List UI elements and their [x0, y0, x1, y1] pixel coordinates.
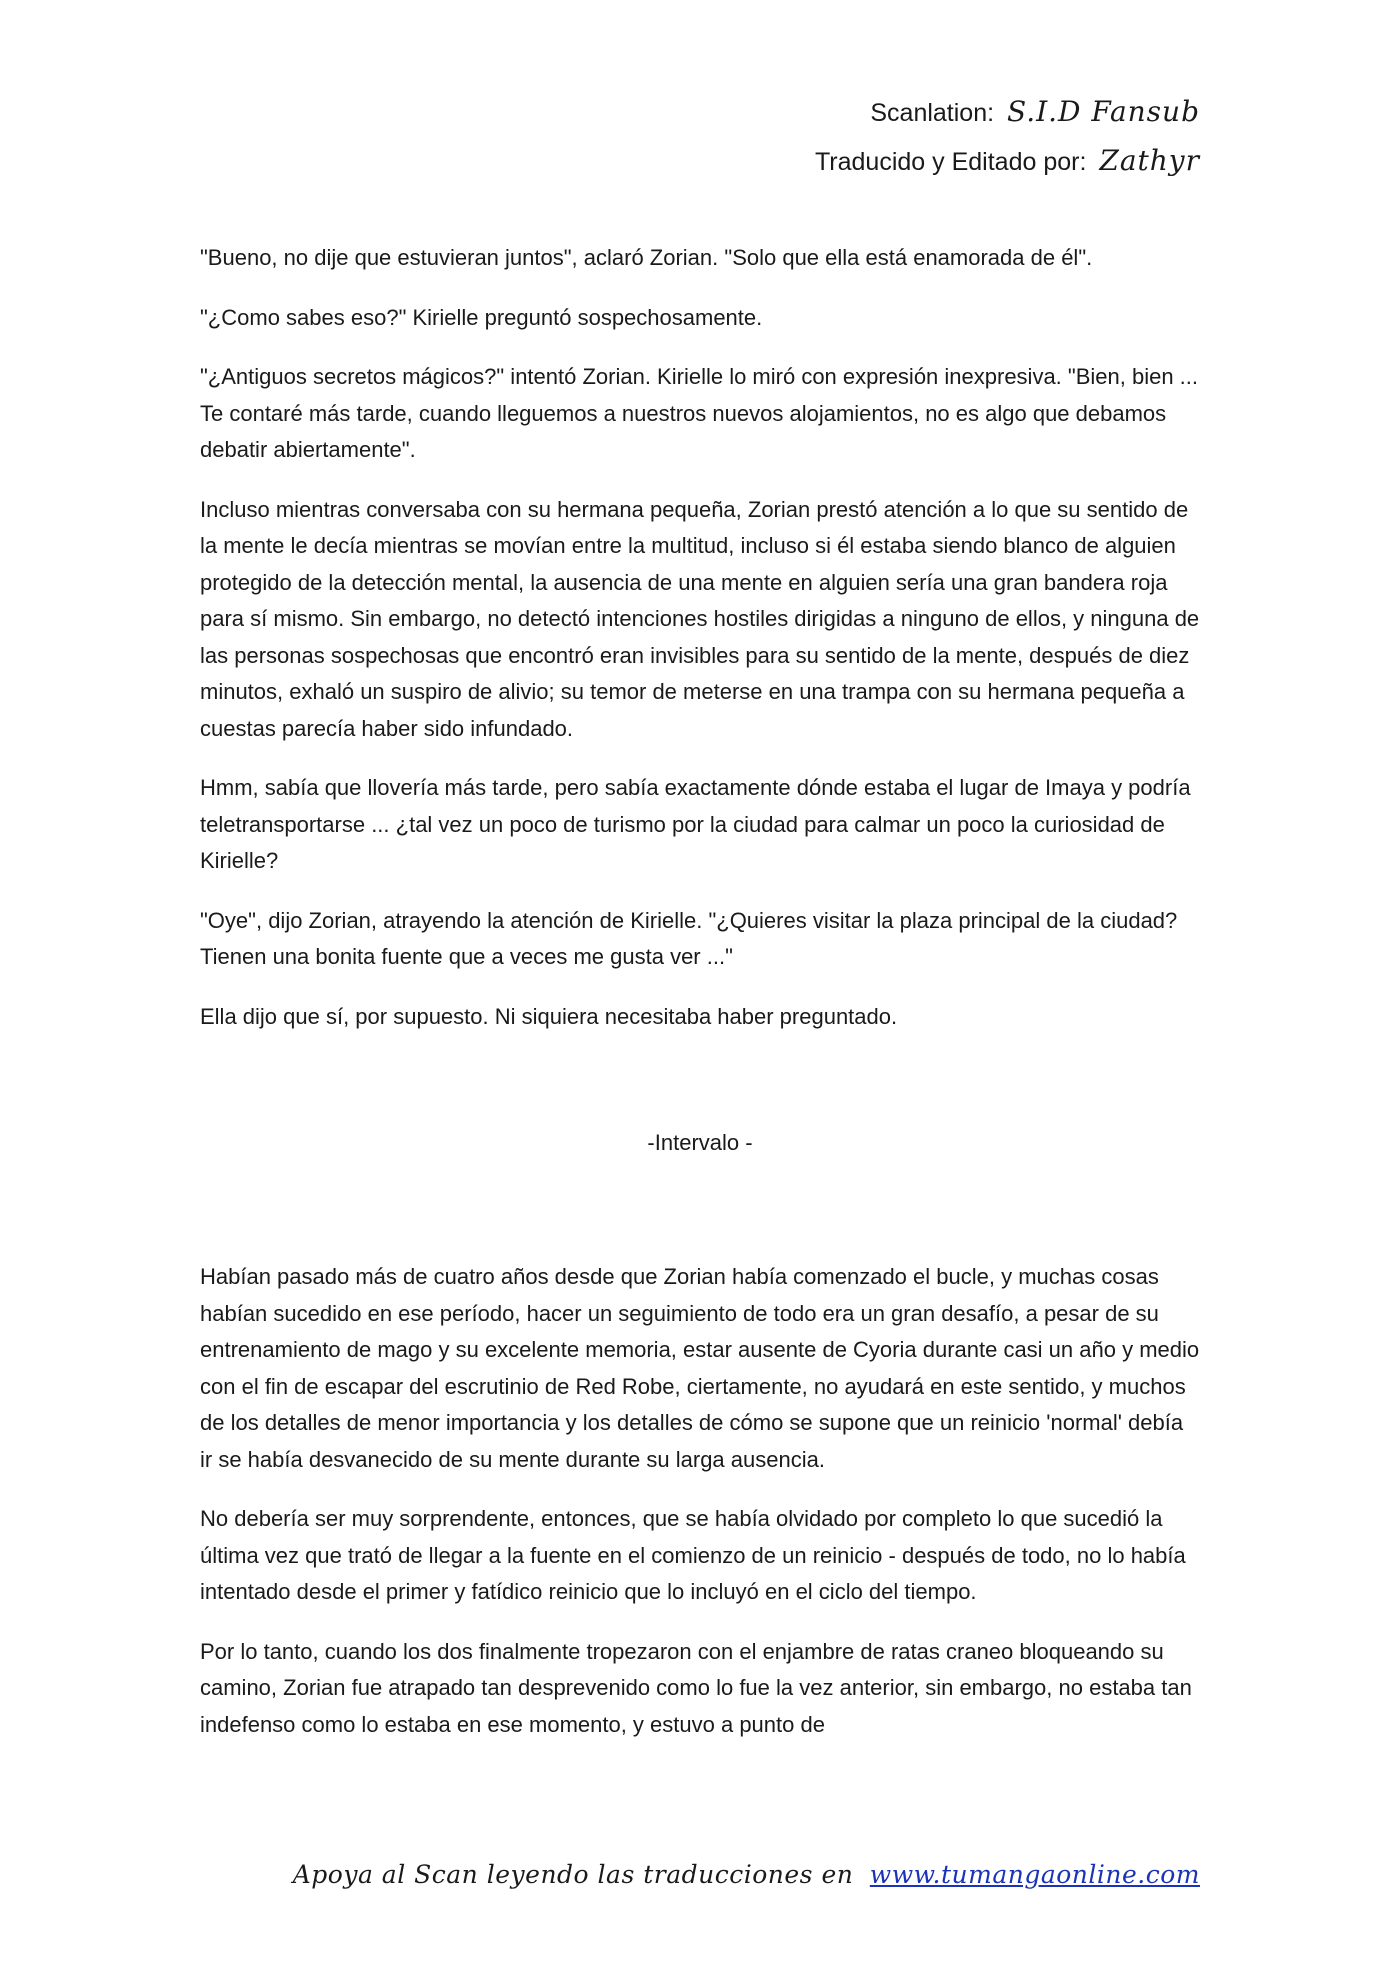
paragraph: Habían pasado más de cuatro años desde que Zorian había comenzado el bucle, y muchas cosas habían sucedido en ese período, hacer un seguimiento de todo era un gran desafío, a pesar de su entrenamiento de mago y su excelente memoria, estar ausente de Cyoria durante casi un año y medio con el fin de escapar del escrutinio de Red Robe, ciertamente, no ayudará en este sentido, y muchos de los detalles de menor importancia y los detalles de cómo se supone que un reinicio 'normal' debía ir se había desvanecido de su mente durante su larga ausencia. [200, 1264, 1200, 1472]
paragraph: Incluso mientras conversaba con su hermana pequeña, Zorian prestó atención a lo que su sentido de la mente le decía mientras se movían entre la multitud, incluso si él estaba siendo blanco de alguien protegido de la detección mental, la ausencia de una mente en alguien sería una gran bandera roja para sí mismo. Sin embargo, no detectó intenciones hostiles dirigidas a ninguno de ellos, y ninguna de las personas sospechosas que encontró eran invisibles para su sentido de la mente, después de diez minutos, exhaló un suspiro de alivio; su temor de meterse en una trampa con su hermana pequeña a cuestas parecía haber sido infundado. [200, 496, 1200, 741]
footer-link[interactable]: www.tumangaonline.com [869, 1860, 1200, 1889]
paragraph: Por lo tanto, cuando los dos finalmente tropezaron con el enjambre de ratas craneo bloqueando su camino, Zorian fue atrapado tan desprevenido como lo fue la vez anterior, sin embargo, no estaba tan indefenso como lo estaba en ese momento, y estuvo a punto de [200, 1638, 1192, 1737]
scanlation-credit [815, 88, 1200, 137]
credits-header [815, 88, 1200, 186]
footer-text: Apoya al Scan leyendo las traducciones en [292, 1860, 854, 1889]
translator-label: Traducido y Editado por: [814, 148, 1087, 176]
paragraph: "Bueno, no dije que estuvieran juntos", aclaró Zorian. "Solo que ella está enamorada de él". [200, 245, 1093, 270]
translator-name: Zathyr [1099, 144, 1200, 177]
paragraph: "Oye", dijo Zorian, atrayendo la atención de Kirielle. "¿Quieres visitar la plaza principal de la ciudad? Tienen una bonita fuente que a veces me gusta ver ..." [200, 907, 1178, 969]
section-separator: -Intervalo - [647, 1130, 753, 1155]
chapter-body [200, 240, 1200, 1766]
paragraph: No debería ser muy sorprendente, entonces, que se había olvidado por completo lo que sucedió la última vez que trató de llegar a la fuente en el comienzo de un reinicio - después de todo, no lo había intentado desde el primer y fatídico reinicio que lo incluyó en el ciclo del tiempo. [200, 1506, 1186, 1604]
paragraph: Ella dijo que sí, por supuesto. Ni siquiera necesitaba haber preguntado. [200, 1003, 898, 1029]
translator-credit [815, 137, 1200, 186]
paragraph: Hmm, sabía que llovería más tarde, pero sabía exactamente dónde estaba el lugar de Imaya y podría teletransportarse ... ¿tal vez un poco de turismo por la ciudad para calmar un poco la curiosidad de Kirielle? [200, 775, 1191, 873]
support-footer [293, 1860, 1200, 1889]
paragraph: "¿Como sabes eso?" Kirielle preguntó sospechosamente. [200, 304, 763, 330]
scanlation-group-name: S.I.D Fansub [1007, 95, 1200, 128]
paragraph: "¿Antiguos secretos mágicos?" intentó Zorian. Kirielle lo miró con expresión inexpresiva. "Bien, bien ... Te contaré más tarde, cuando lleguemos a nuestros nuevos alojamientos, no es algo que debamos debatir abiertamente". [200, 364, 1199, 462]
scanlation-label: Scanlation: [870, 99, 995, 127]
